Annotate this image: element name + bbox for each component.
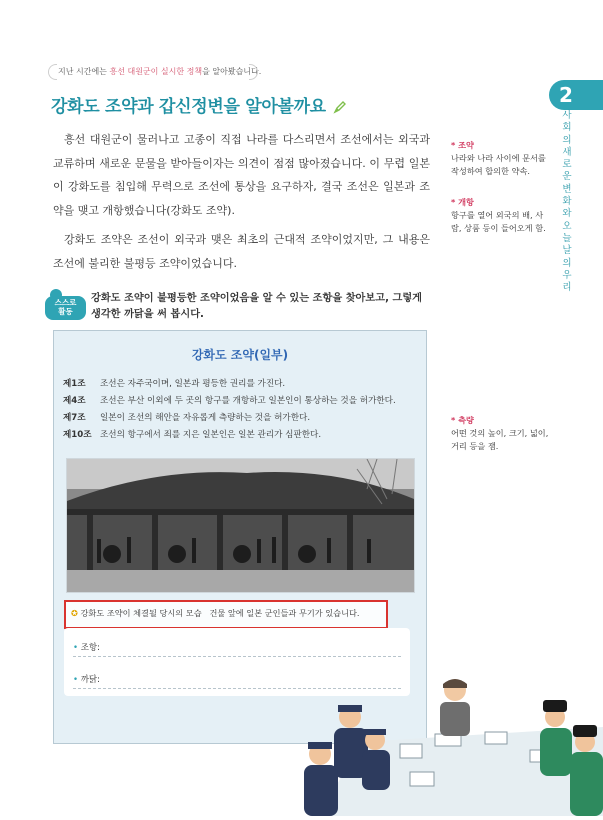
glossary-item: * 조약 나라와 나라 사이에 문서를 작성하여 합의한 약속. (451, 140, 546, 176)
treaty-clause: 제7조 일본이 조선의 해안을 자유롭게 측량하는 것을 허가한다. (63, 413, 311, 423)
answer-line (73, 656, 401, 657)
caption-dot-icon: ✪ (71, 608, 78, 618)
paragraph-1: 흥선 대원군이 물러나고 고종이 직접 나라를 다스리면서 조선에서는 외국과 교류하며 새로운 문물을 받아들이자는 의견이 점점 많아졌습니다. 이 무렵 일본이 강화도를 침입해 무력으로 조선에 통상을 요구하자, 결국 조선은 일본과 조약을 맺고 개항했습니다(강화도 조약). (53, 133, 430, 217)
lesson-title: 강화도 조약과 갑신정변을 알아볼까요 (51, 92, 347, 117)
treaty-title: 강화도 조약(일부) (191, 348, 289, 362)
treaty-clause: 제10조 조선의 항구에서 죄를 지은 일본인은 일본 관리가 심판한다. (63, 430, 322, 440)
treaty-photo-image (67, 459, 414, 592)
recap-text: 지난 시간에는 흥선 대원군이 실시한 정책을 알아봤습니다. (58, 67, 262, 76)
treaty-clause: 제1조 조선은 자주국이며, 일본과 평등한 권리를 가진다. (63, 379, 286, 389)
recap-bracket-left (48, 64, 57, 80)
activity-prompt: 강화도 조약이 불평등한 조약이었음을 알 수 있는 조항을 찾아보고, 그렇게 생각한 까닭을 써 봅시다. (91, 293, 423, 320)
answer-row-clause[interactable]: • 조항: (73, 643, 101, 653)
historical-photo (66, 458, 415, 593)
photo-caption-box (64, 600, 388, 629)
treaty-clause: 제4조 조선은 부산 이외에 두 곳의 항구를 개항하고 일본인이 통상하는 것을 허가한다. (63, 396, 396, 406)
self-activity-badge: 스스로 활동 (45, 288, 86, 320)
paragraph-2: 강화도 조약은 조선이 외국과 맺은 최초의 근대적 조약이었지만, 그 내용은 조선에 불리한 불평등 조약이었습니다. (53, 233, 430, 270)
glossary-item: * 측량 어떤 것의 높이, 크기, 넓이, 거리 등을 잼. (451, 415, 549, 451)
meeting-illustration (300, 672, 603, 816)
answer-row-reason[interactable]: • 까닭: (73, 675, 101, 685)
glossary-item: * 개항 항구를 열어 외국의 배, 사람, 상품 등이 들어오게 함. (451, 197, 546, 233)
chapter-tab: 2 (549, 80, 603, 110)
photo-caption: ✪ 강화도 조약이 체결될 당시의 모습 건물 앞에 일본 군인들과 무기가 있습니다. (71, 608, 360, 618)
treaty-meeting-illustration (300, 672, 603, 816)
pencil-icon (333, 100, 347, 114)
recap-line (48, 64, 262, 80)
chapter-vertical-title: 사회의 새로운 변화와 오늘날의 우리 (562, 110, 572, 294)
